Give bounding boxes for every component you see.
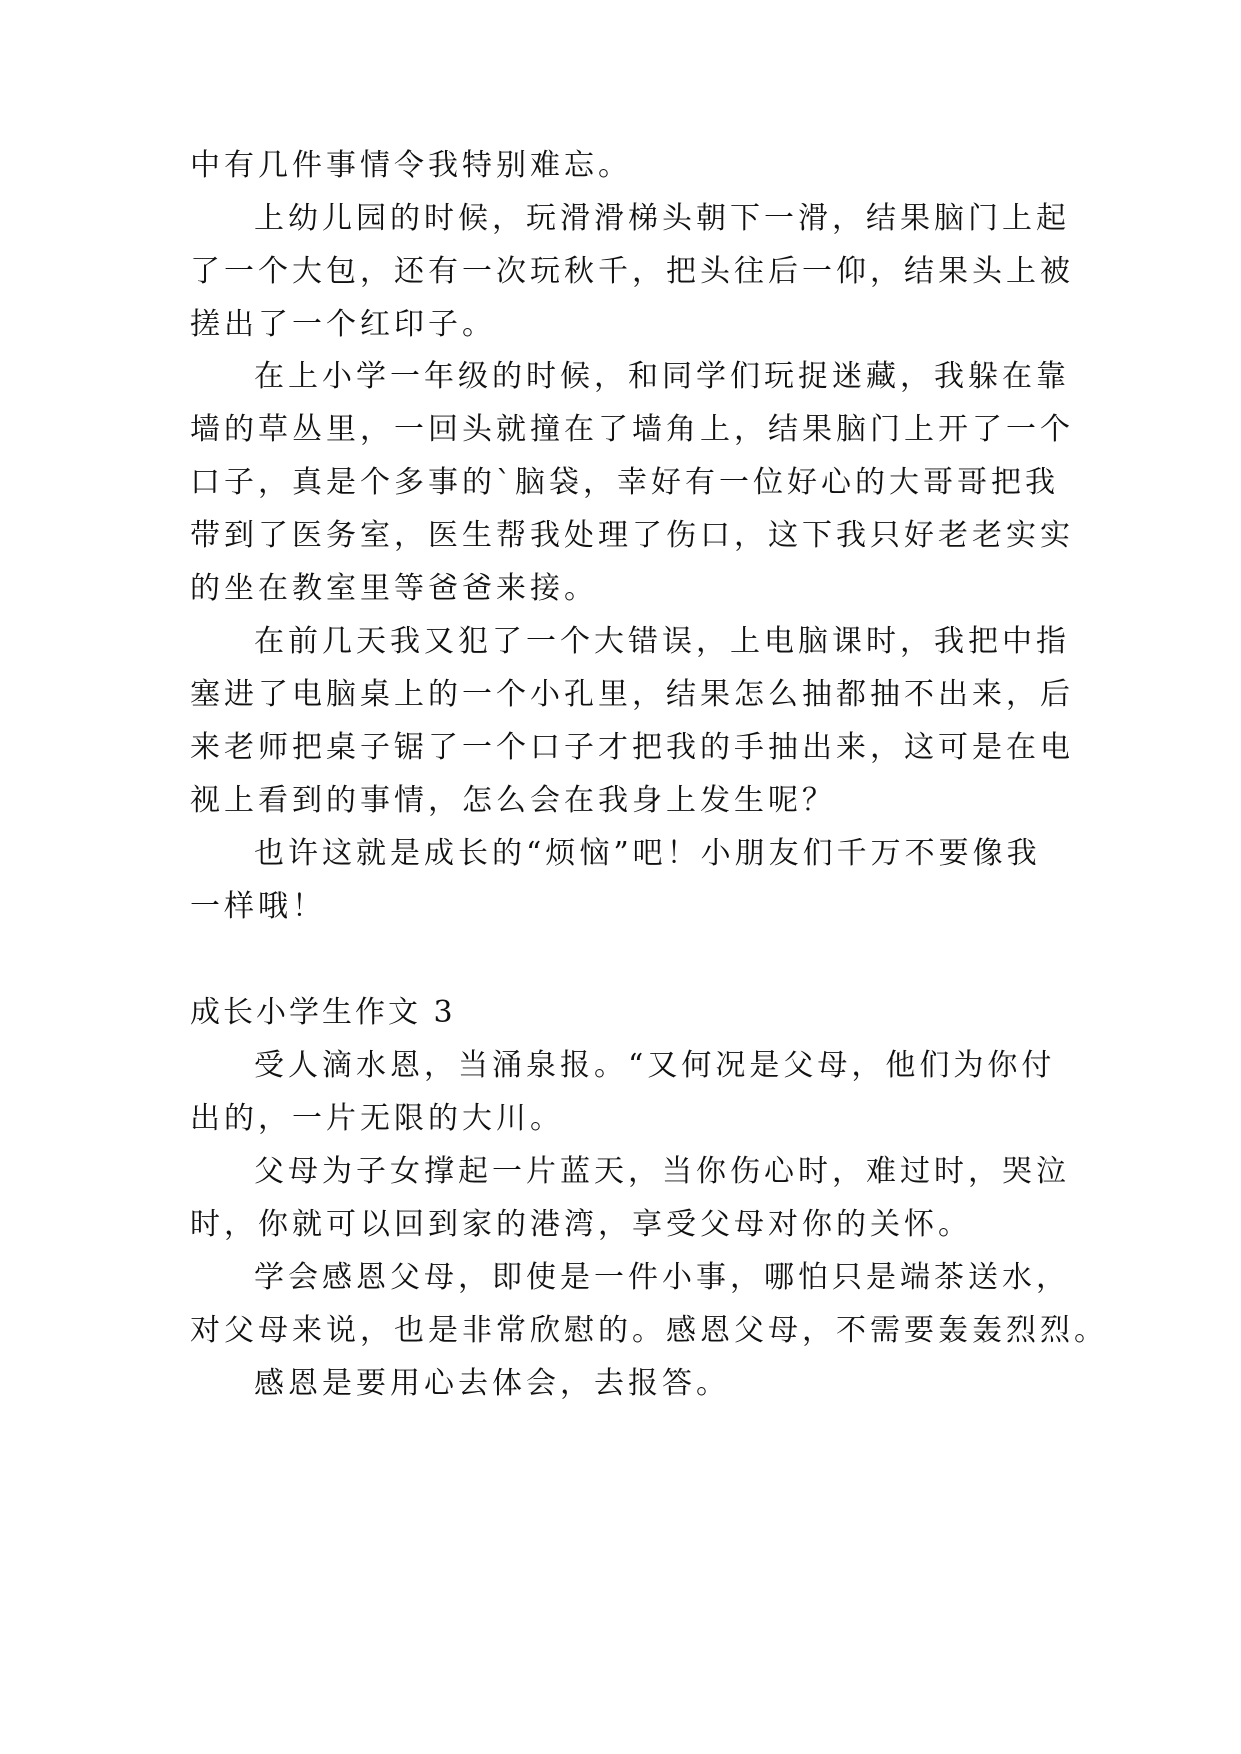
text-line: 也许这就是成长的“烦恼”吧！小朋友们千万不要像我	[254, 836, 1041, 871]
text-line: 在前几天我又犯了一个大错误，上电脑课时，我把中指	[254, 624, 1070, 659]
text-line: 上幼儿园的时候，玩滑滑梯头朝下一滑，结果脑门上起	[254, 201, 1070, 236]
text-line: 一样哦！	[190, 889, 326, 924]
text-line: 感恩是要用心去体会，去报答。	[254, 1366, 730, 1401]
text-line: 视上看到的事情，怎么会在我身上发生呢？	[190, 783, 836, 818]
text-line: 的坐在教室里等爸爸来接。	[190, 571, 598, 606]
text-line: 了一个大包，还有一次玩秋千，把头往后一仰，结果头上被	[190, 254, 1074, 289]
text-line: 带到了医务室，医生帮我处理了伤口，这下我只好老老实实	[190, 518, 1074, 553]
text-line: 中有几件事情令我特别难忘。	[190, 148, 632, 183]
text-line: 口子，真是个多事的`脑袋，幸好有一位好心的大哥哥把我	[190, 465, 1059, 500]
text-line: 搓出了一个红印子。	[190, 307, 496, 342]
text-line: 学会感恩父母，即使是一件小事，哪怕只是端茶送水，	[254, 1260, 1070, 1295]
text-line: 塞进了电脑桌上的一个小孔里，结果怎么抽都抽不出来，后	[190, 677, 1074, 712]
section-heading: 成长小学生作文 3	[190, 995, 456, 1030]
text-line: 对父母来说，也是非常欣慰的。感恩父母，不需要轰轰烈烈。	[190, 1313, 1108, 1348]
text-line: 父母为子女撑起一片蓝天，当你伤心时，难过时，哭泣	[254, 1154, 1070, 1189]
text-line: 出的，一片无限的大川。	[190, 1101, 564, 1136]
text-line: 在上小学一年级的时候，和同学们玩捉迷藏，我躲在靠	[254, 359, 1070, 394]
text-line: 受人滴水恩，当涌泉报。“又何况是父母，他们为你付	[254, 1048, 1056, 1083]
text-line: 时，你就可以回到家的港湾，享受父母对你的关怀。	[190, 1207, 972, 1242]
text-line: 来老师把桌子锯了一个口子才把我的手抽出来，这可是在电	[190, 730, 1074, 765]
text-line: 墙的草丛里，一回头就撞在了墙角上，结果脑门上开了一个	[190, 412, 1074, 447]
